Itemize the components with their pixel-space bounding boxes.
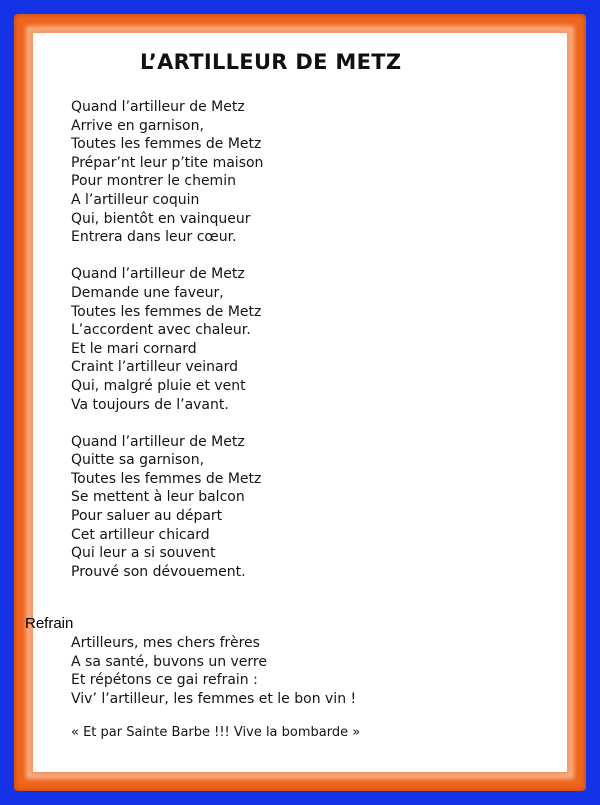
verse-line: Va toujours de l’avant. [71, 396, 229, 413]
stanza-1 [71, 98, 263, 247]
closing-line: « Et par Sainte Barbe !!! Vive la bombarde » [71, 725, 361, 740]
verse-line: Qui leur a si souvent [71, 545, 216, 562]
verse-line: Cet artilleur chicard [71, 526, 210, 543]
verse-line: Arrive en garnison, [71, 117, 204, 134]
verse-line: Pour saluer au départ [71, 508, 223, 525]
verse-line: Prouvé son dévouement. [71, 563, 246, 580]
refrain-line: Artilleurs, mes chers frères [71, 635, 260, 651]
refrain-line: Et répétons ce gai refrain : [71, 672, 258, 689]
verse-line: Entrera dans leur cœur. [71, 229, 237, 246]
verse-line: Qui, malgré pluie et vent [71, 377, 246, 394]
verse-line: Qui, bientôt en vainqueur [71, 210, 251, 227]
poem-body [71, 98, 263, 600]
verse-line: Craint l’artilleur veinard [71, 359, 238, 376]
refrain-line: A sa santé, buvons un verre [71, 653, 267, 670]
poem-title: L’ARTILLEUR DE METZ [140, 50, 402, 74]
stanza-2 [71, 265, 263, 414]
verse-line: L’accordent avec chaleur. [71, 322, 251, 339]
verse-line: Demande une faveur, [71, 284, 224, 301]
refrain-label: Refrain [25, 615, 74, 632]
verse-line: Quand l’artilleur de Metz [71, 433, 245, 450]
refrain-body [71, 634, 356, 708]
verse-line: Prépar’nt leur p’tite maison [71, 154, 264, 171]
stanza-3 [71, 433, 263, 582]
verse-line: A l’artilleur coquin [71, 191, 200, 208]
verse-line: Se mettent à leur balcon [71, 489, 245, 506]
verse-line: Pour montrer le chemin [71, 173, 236, 190]
verse-line: Quand l’artilleur de Metz [71, 266, 245, 283]
verse-line: Quitte sa garnison, [71, 452, 205, 469]
verse-line: Toutes les femmes de Metz [71, 303, 262, 320]
verse-line: Toutes les femmes de Metz [71, 136, 262, 153]
verse-line: Toutes les femmes de Metz [71, 470, 262, 487]
refrain-line: Viv’ l’artilleur, les femmes et le bon vin ! [71, 690, 357, 707]
verse-line: Et le mari cornard [71, 340, 197, 357]
verse-line: Quand l’artilleur de Metz [71, 99, 245, 115]
